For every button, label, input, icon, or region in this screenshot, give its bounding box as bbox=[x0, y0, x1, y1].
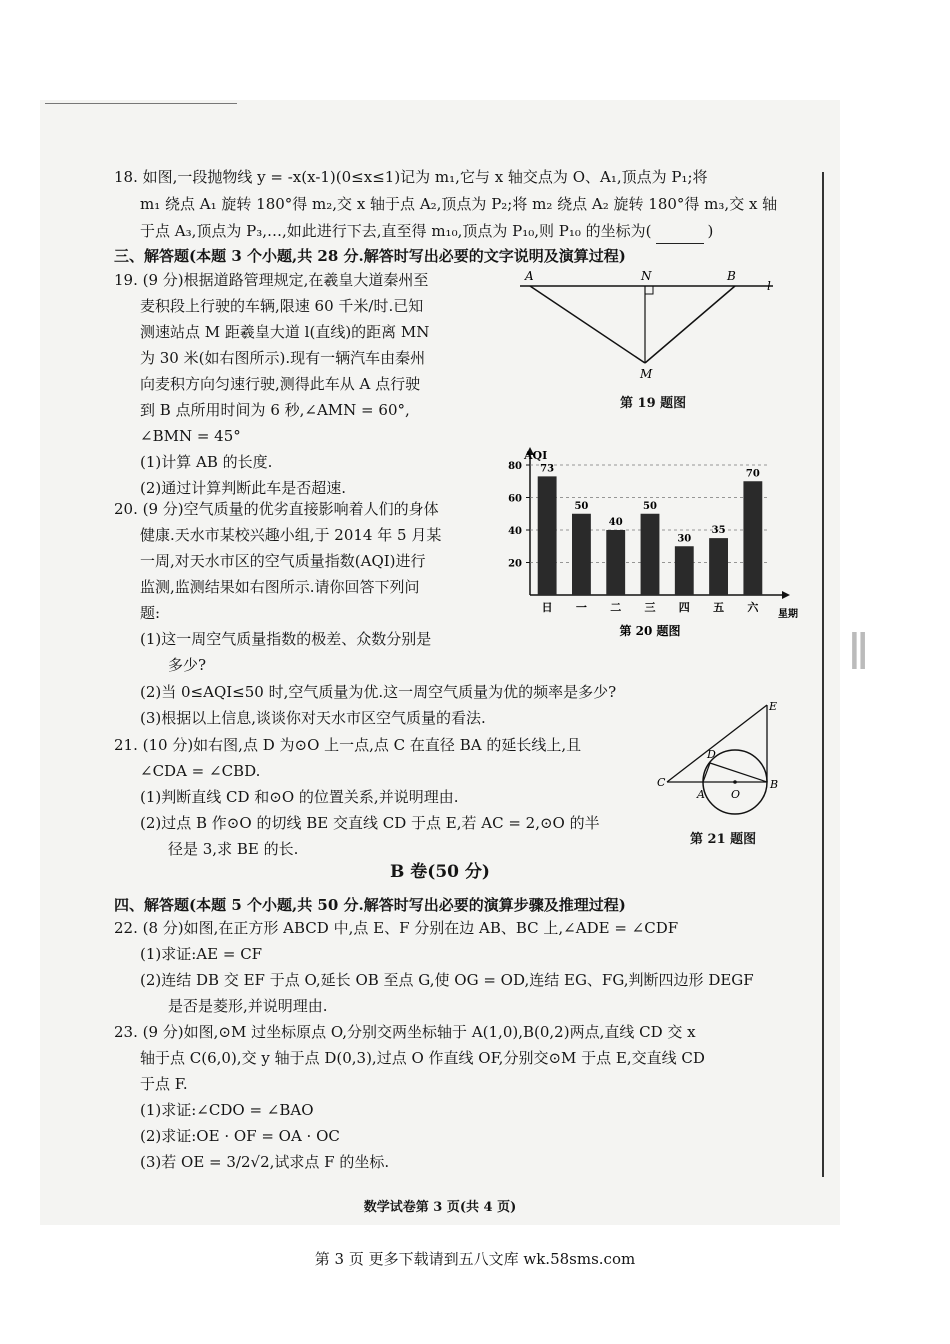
q21-sub2-cont: 径是 3,求 BE 的长. bbox=[168, 840, 299, 858]
bar-value-label: 73 bbox=[540, 463, 555, 475]
q19-line: 19. (9 分)根据道路管理规定,在羲皇大道秦州至 bbox=[114, 271, 429, 289]
q23-line: 轴于点 C(6,0),交 y 轴于点 D(0,3),过点 O 作直线 OF,分别交⊙M 于点 E,交直线 CD bbox=[140, 1049, 705, 1067]
q19-sub2: (2)通过计算判断此车是否超速. bbox=[140, 479, 347, 497]
y-tick-label: 20 bbox=[508, 558, 522, 570]
q18-line1: 18. 如图,一段抛物线 y = -x(x-1)(0≤x≤1)记为 m₁,它与 x 轴交点为 O、A₁,顶点为 P₁;将 bbox=[114, 168, 708, 186]
segment-am bbox=[530, 286, 645, 363]
q18-line3-text: 于点 A₃,顶点为 P₃,…,如此进行下去,直至得 m₁₀,顶点为 P₁₀,则 P₁₀ 的坐标为( bbox=[140, 222, 652, 240]
q22-sub2: (2)连结 DB 交 EF 于点 O,延长 OB 至点 G,使 OG = OD,连结 EG、FG,判断四边形 DEGF bbox=[140, 971, 754, 989]
x-axis-arrow bbox=[782, 591, 790, 599]
x-tick-label: 六 bbox=[747, 601, 759, 614]
q19-line: 麦积段上行驶的车辆,限速 60 千米/时.已知 bbox=[140, 297, 424, 315]
label-o: O bbox=[731, 788, 741, 801]
q22-line: 22. (8 分)如图,在正方形 ABCD 中,点 E、F 分别在边 AB、BC 上,∠ADE = ∠CDF bbox=[114, 919, 679, 937]
page-footer: 数学试卷第 3 页(共 4 页) bbox=[363, 1200, 517, 1215]
bar bbox=[675, 546, 694, 595]
label-c: C bbox=[657, 776, 666, 789]
q18-line3 bbox=[140, 218, 713, 244]
y-tick-label: 40 bbox=[508, 526, 522, 537]
q19-line: ∠BMN = 45° bbox=[140, 427, 241, 445]
bar bbox=[709, 538, 728, 595]
q21-line: ∠CDA = ∠CBD. bbox=[140, 762, 261, 780]
download-note: 第 3 页 更多下载请到五八文库 wk.58sms.com bbox=[314, 1250, 636, 1268]
label-e: E bbox=[769, 700, 778, 713]
q23-sub3: (3)若 OE = 3/2√2,试求点 F 的坐标. bbox=[140, 1153, 390, 1171]
q18-line3-close: ) bbox=[707, 222, 714, 240]
page-right-rule bbox=[822, 172, 824, 1177]
volume-b-heading: B 卷(50 分) bbox=[390, 862, 490, 882]
q22-sub2-cont: 是否是菱形,并说明理由. bbox=[168, 997, 328, 1015]
q18-answer-blank bbox=[656, 229, 704, 244]
q21-line: 21. (10 分)如右图,点 D 为⊙O 上一点,点 C 在直径 BA 的延长线上,且 bbox=[114, 736, 582, 754]
q20-sub1: (1)这一周空气质量指数的极差、众数分别是 bbox=[140, 630, 432, 648]
section4-heading: 四、解答题(本题 5 个小题,共 50 分.解答时写出必要的演算步骤及推理过程) bbox=[114, 896, 626, 914]
label-b: B bbox=[770, 778, 779, 791]
bar-value-label: 35 bbox=[711, 525, 726, 537]
q23-line: 于点 F. bbox=[140, 1075, 188, 1093]
label-a: A bbox=[525, 269, 534, 283]
x-tick-label: 日 bbox=[541, 601, 553, 614]
q20-line: 一周,对天水市区的空气质量指数(AQI)进行 bbox=[140, 552, 426, 570]
q20-line: 题: bbox=[140, 604, 161, 622]
x-axis-label: 星期 bbox=[778, 609, 798, 620]
q20-sub1-cont: 多少? bbox=[168, 656, 207, 674]
label-n: N bbox=[641, 269, 652, 283]
label-b: B bbox=[727, 269, 736, 283]
q20-sub3: (3)根据以上信息,谈谈你对天水市区空气质量的看法. bbox=[140, 709, 486, 727]
y-tick-label: 60 bbox=[508, 493, 522, 505]
q19-line: 为 30 米(如右图所示).现有一辆汽车由秦州 bbox=[140, 349, 426, 367]
q20-sub2: (2)当 0≤AQI≤50 时,空气质量为优.这一周空气质量为优的频率是多少? bbox=[140, 683, 617, 701]
bar bbox=[538, 476, 557, 595]
q19-caption: 第 19 题图 bbox=[620, 396, 687, 411]
x-tick-label: 三 bbox=[644, 601, 656, 614]
bar-value-label: 30 bbox=[677, 533, 692, 545]
line-db bbox=[710, 763, 767, 782]
bar-value-label: 50 bbox=[574, 500, 589, 512]
label-l: l bbox=[767, 279, 771, 293]
q18-line2: m₁ 绕点 A₁ 旋转 180°得 m₂,交 x 轴于点 A₂,顶点为 P₂;将 m₂ 绕点 A₂ 旋转 180°得 m₃,交 x 轴 bbox=[140, 195, 778, 213]
q19-line: 向麦积方向匀速行驶,测得此车从 A 点行驶 bbox=[140, 375, 421, 393]
q20-line: 健康.天水市某校兴趣小组,于 2014 年 5 月某 bbox=[140, 526, 442, 544]
q21-sub1: (1)判断直线 CD 和⊙O 的位置关系,并说明理由. bbox=[140, 788, 459, 806]
q22-sub1: (1)求证:AE = CF bbox=[140, 945, 263, 963]
x-tick-label: 四 bbox=[678, 601, 690, 614]
label-d: D bbox=[707, 748, 716, 761]
y-tick-label: 80 bbox=[508, 461, 522, 472]
q20-bar-chart bbox=[490, 445, 820, 655]
edge-mark: ∥ bbox=[848, 628, 870, 675]
x-tick-label: 一 bbox=[575, 601, 587, 614]
label-a: A bbox=[697, 788, 705, 801]
center-dot bbox=[733, 780, 737, 784]
q19-figure bbox=[505, 268, 785, 388]
x-tick-label: 五 bbox=[713, 601, 725, 614]
q19-line: 测速站点 M 距羲皇大道 l(直线)的距离 MN bbox=[140, 323, 430, 341]
x-tick-label: 二 bbox=[610, 601, 622, 614]
q21-figure bbox=[655, 700, 780, 825]
section3-heading: 三、解答题(本题 3 个小题,共 28 分.解答时写出必要的文字说明及演算过程) bbox=[114, 247, 626, 265]
q21-sub2: (2)过点 B 作⊙O 的切线 BE 交直线 CD 于点 E,若 AC = 2,⊙O 的半 bbox=[140, 814, 600, 832]
q23-sub1: (1)求证:∠CDO = ∠BAO bbox=[140, 1101, 314, 1119]
q23-line: 23. (9 分)如图,⊙M 过坐标原点 O,分别交两坐标轴于 A(1,0),B(0,2)两点,直线 CD 交 x bbox=[114, 1023, 696, 1041]
bar-value-label: 70 bbox=[745, 468, 760, 480]
bar bbox=[743, 481, 762, 595]
line-ce bbox=[667, 705, 767, 782]
q20-line: 20. (9 分)空气质量的优劣直接影响着人们的身体 bbox=[114, 500, 439, 518]
bar bbox=[606, 530, 625, 595]
page-top-rule bbox=[45, 103, 237, 104]
q20-line: 监测,监测结果如右图所示.请你回答下列问 bbox=[140, 578, 420, 596]
bar bbox=[641, 514, 660, 595]
label-m: M bbox=[640, 367, 653, 381]
q23-sub2: (2)求证:OE · OF = OA · OC bbox=[140, 1127, 340, 1145]
bar-value-label: 50 bbox=[643, 500, 657, 512]
q19-sub1: (1)计算 AB 的长度. bbox=[140, 453, 273, 471]
q21-caption: 第 21 题图 bbox=[690, 832, 757, 847]
chart-title: 第 20 题图 bbox=[619, 624, 681, 638]
segment-bm bbox=[645, 286, 735, 363]
bar-value-label: 40 bbox=[608, 517, 623, 528]
bar bbox=[572, 514, 591, 595]
q19-line: 到 B 点所用时间为 6 秒,∠AMN = 60°, bbox=[140, 401, 410, 419]
y-axis-label: AQI bbox=[524, 449, 548, 462]
right-angle-mark bbox=[645, 286, 653, 294]
